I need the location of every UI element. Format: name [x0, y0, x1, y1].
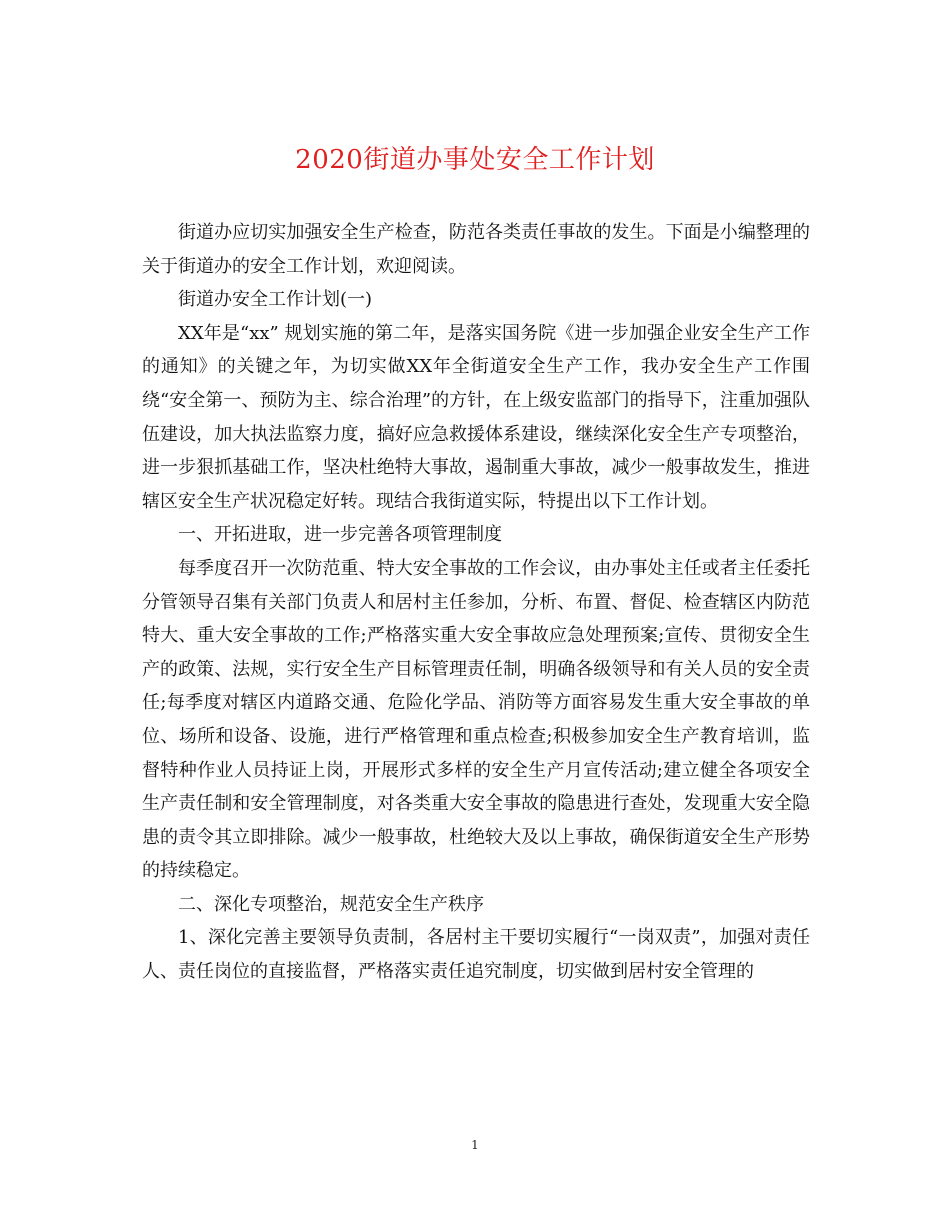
document-body: [142, 216, 810, 989]
page-number: 1: [471, 1138, 479, 1152]
body-paragraph: 1、深化完善主要领导负责制，各居村主干要切实履行“一岗双责”，加强对责任人、责任岗位的直接监督，严格落实责任追究制度，切实做到居村安全管理的: [142, 927, 810, 983]
body-paragraph: 每季度召开一次防范重、特大安全事故的工作会议，由办事处主任或者主任委托分管领导召集有关部门负责人和居村主任参加，分析、布置、督促、检查辖区内防范特大、重大安全事故的工作;严格落实重大安全事故应急处理预案;宣传、贯彻安全生产的政策、法规，实行安全生产目标管理责任制，明确各级领导和有关人员的安全责任;每季度对辖区内道路交通、危险化学品、消防等方面容易发生重大安全事故的单位、场所和设备、设施，进行严格管理和重点检查;积极参加安全生产教育培训，监督特种作业人员持证上岗，开展形式多样的安全生产月宣传活动;建立健全各项安全生产责任制和安全管理制度，对各类重大安全事故的隐患进行查处，发现重大安全隐患的责令其立即排除。减少一般事故，杜绝较大及以上事故，确保街道安全生产形势的持续稳定。: [142, 557, 810, 882]
document-title: 2020街道办事处安全工作计划: [295, 145, 655, 175]
section-heading: 一、开拓进取，进一步完善各项管理制度: [178, 524, 502, 546]
section-heading: 二、深化专项整治，规范安全生产秩序: [178, 893, 484, 915]
body-paragraph: XX年是“xx” 规划实施的第二年，是落实国务院《进一步加强企业安全生产工作的通知》的关键之年，为切实做XX年全街道安全生产工作，我办安全生产工作围绕“安全第一、预防为主、综合治理”的方针，在上级安监部门的指导下，注重加强队伍建设，加大执法监察力度，搞好应急救援体系建设，继续深化安全生产专项整治，进一步狠抓基础工作，坚决杜绝特大事故，遏制重大事故，减少一般事故发生，推进辖区安全生产状况稳定好转。现结合我街道实际，特提出以下工作计划。: [142, 322, 810, 512]
section-heading: 街道办安全工作计划(一): [178, 289, 373, 311]
intro-paragraph: 街道办应切实加强安全生产检查，防范各类责任事故的发生。下面是小编整理的关于街道办的安全工作计划，欢迎阅读。: [142, 222, 810, 277]
